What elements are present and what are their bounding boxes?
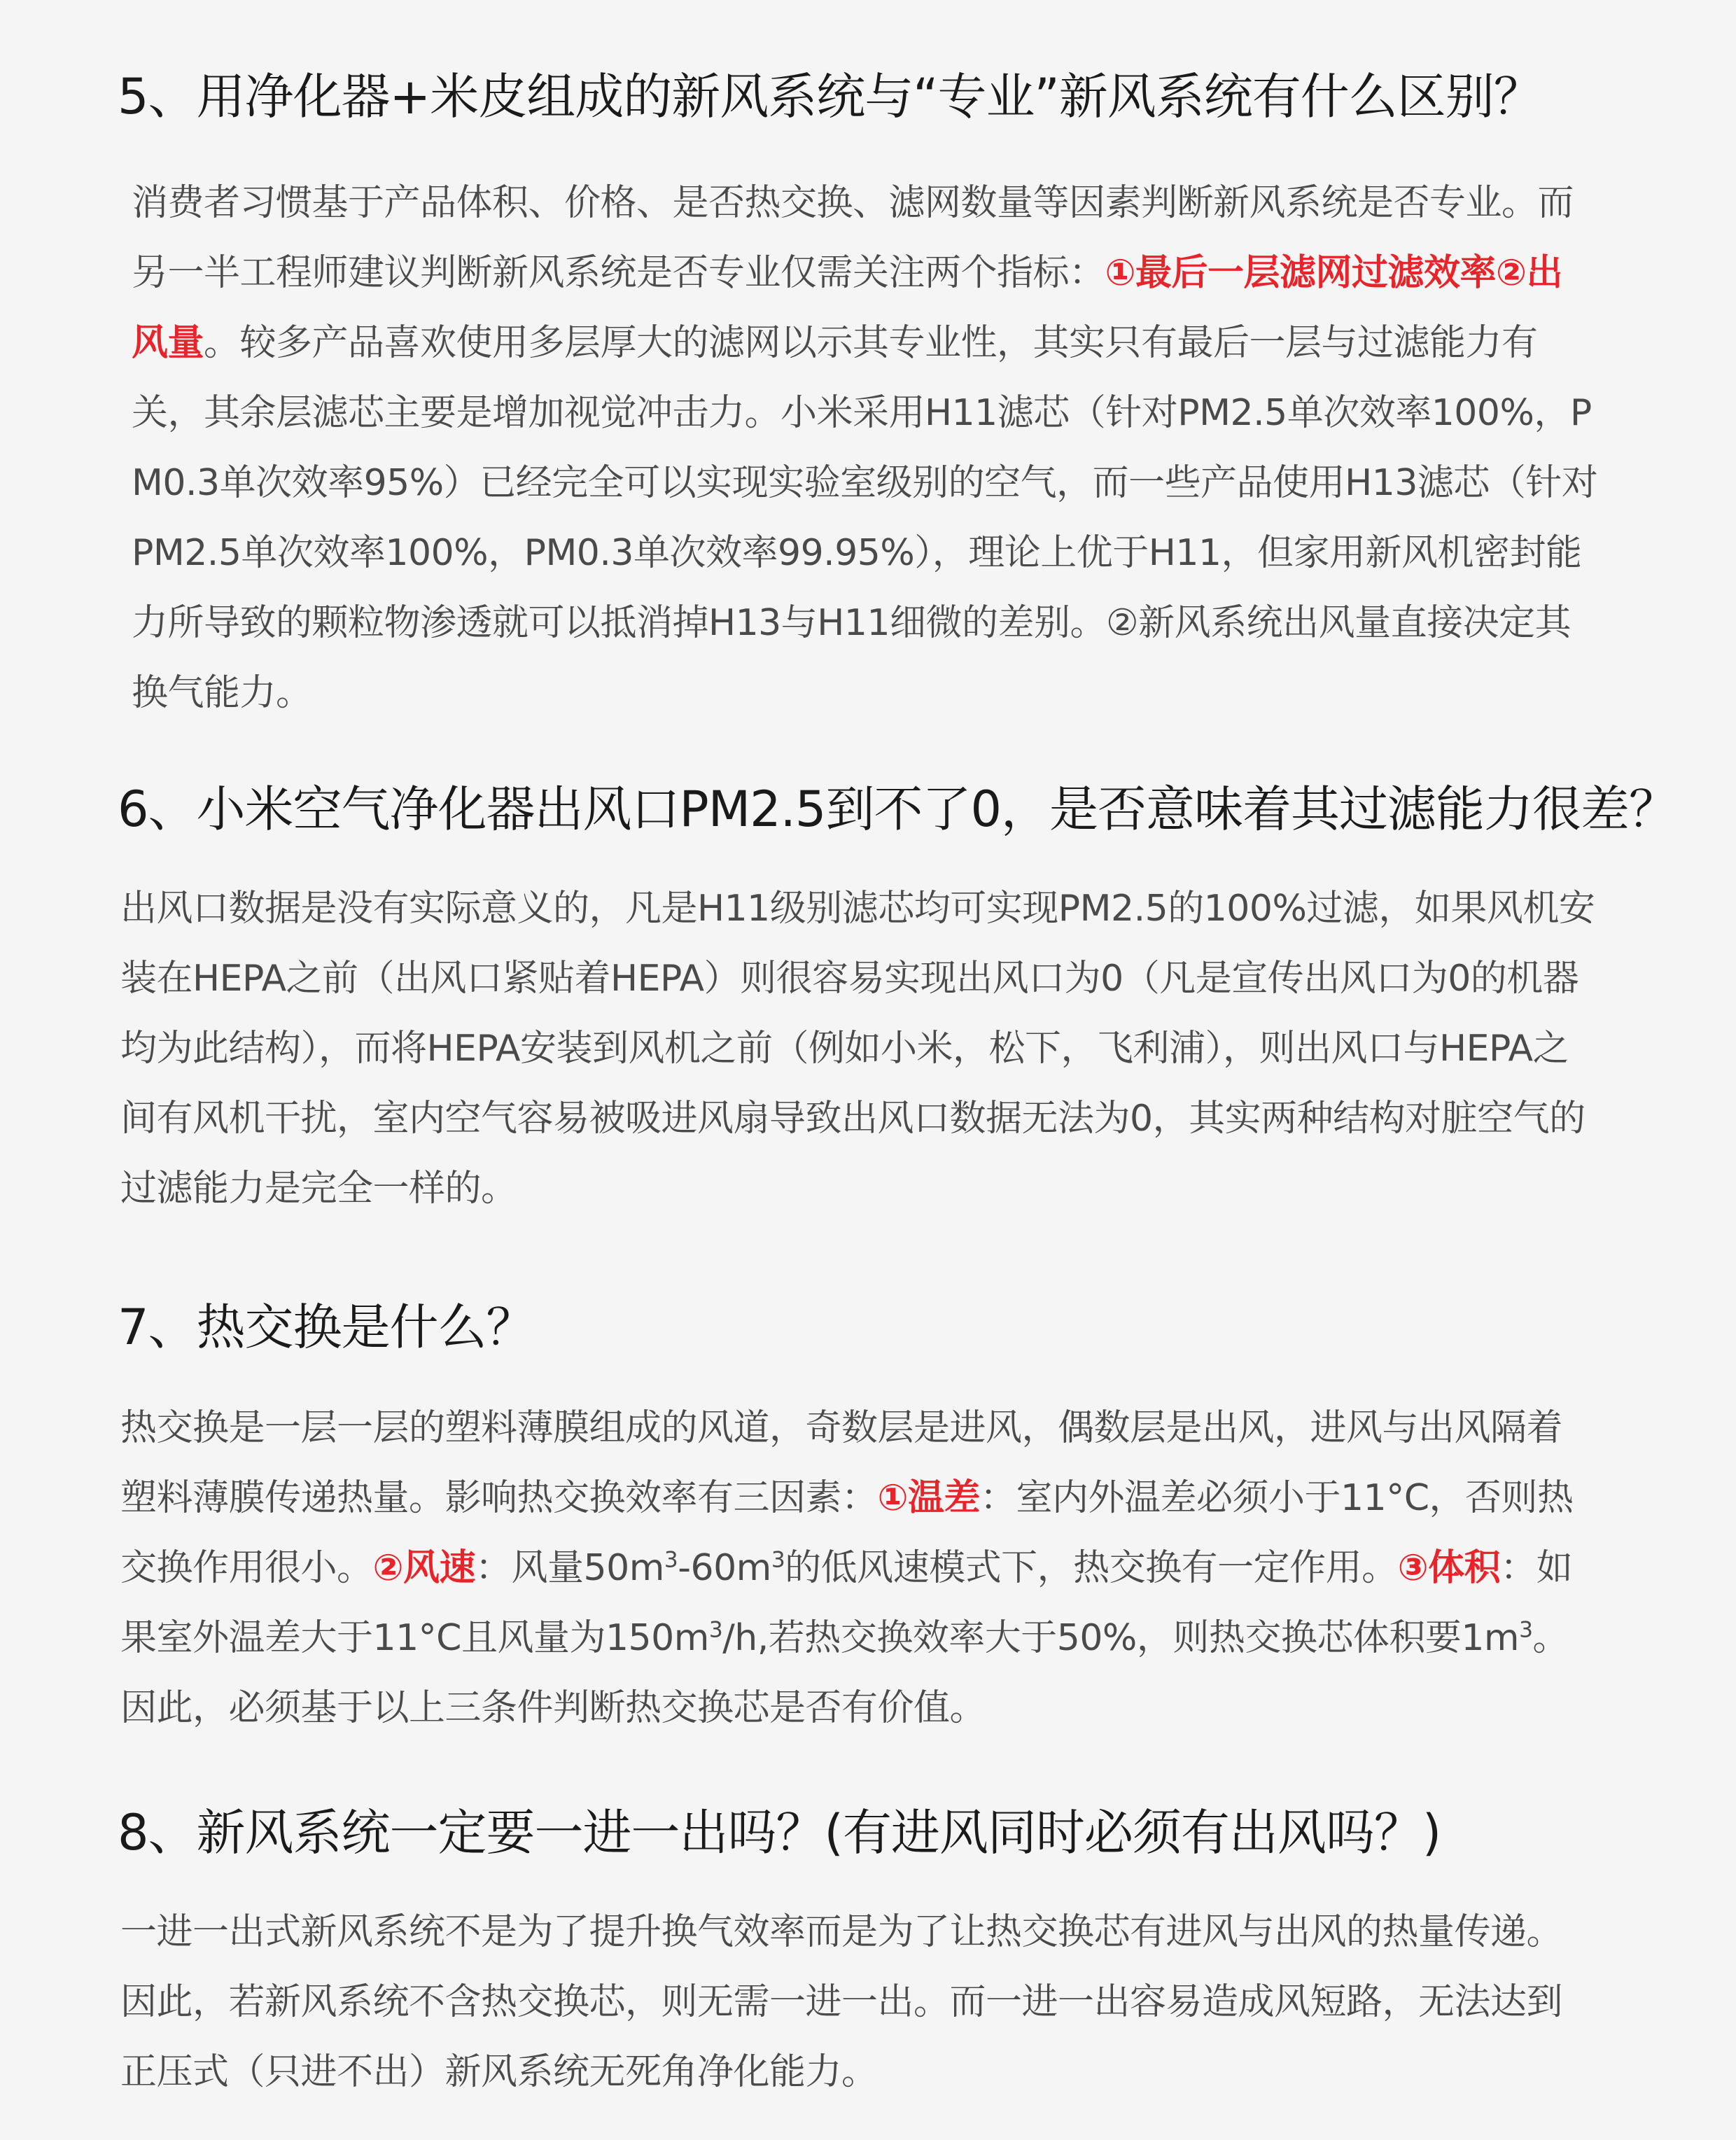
answer-8-part-1: 一进一出式新风系统不是为了提升换气效率而是为了让热交换芯有进风与出风的热量传递。因此，若新风系统不含热交换芯，则无需一进一出。而一进一出容易造成风短路，无法达到正压式（只进不出）新风系统无死角净化能力。 (120, 1911, 1563, 2093)
question-5-heading: 5、用净化器+米皮组成的新风系统与“专业”新风系统有什么区别？ (118, 68, 1542, 125)
answer-7-sup-1: 3 (664, 1547, 678, 1573)
answer-7-sup-2: 3 (771, 1547, 785, 1573)
answer-5-highlight-1: ①最后一层滤网过滤效率②出风量 (132, 252, 1563, 364)
question-7-heading: 7、热交换是什么？ (118, 1299, 535, 1356)
answer-7-text (120, 1393, 1583, 1743)
question-6-heading: 6、小米空气净化器出风口PM2.5到不了0，是否意味着其过滤能力很差？ (118, 781, 1678, 838)
answer-7-part-3b: -60m (678, 1547, 771, 1589)
answer-7-part-4a: ：如果室外温差大于11°C且风量为150m (120, 1547, 1573, 1659)
answer-7-sup-4: 3 (1519, 1617, 1533, 1643)
question-8-heading: 8、新风系统一定要一进一出吗？(有进风同时必须有出风吗？) (118, 1804, 1441, 1861)
answer-7-part-4b: /h,若热交换效率大于50%，则热交换芯体积要1m (722, 1617, 1520, 1659)
answer-5-part-2: 。较多产品喜欢使用多层厚大的滤网以示其专业性，其实只有最后一层与过滤能力有关，其余层滤芯主要是增加视觉冲击力。小米采用H11滤芯（针对PM2.5单次效率100%，PM0.3单次效率95%）已经完全可以实现实验室级别的空气，而一些产品使用H13滤芯（针对PM2.5单次效率100%，PM0.3单次效率99.95%），理论上优于H11，但家用新风机密封能力所导致的颗粒物渗透就可以抵消掉H13与H11细微的差别。②新风系统出风量直接决定其换气能力。 (132, 322, 1598, 714)
answer-7-part-4c: 。因此，必须基于以上三条件判断热交换芯是否有价值。 (120, 1617, 1569, 1729)
answer-7-part-3c: 的低风速模式下，热交换有一定作用。 (785, 1547, 1398, 1589)
answer-7-highlight-1: ①温差 (877, 1477, 981, 1519)
answer-7-part-2: ：室内外温差必须小于11°C，否则热交换作用很小。 (120, 1477, 1574, 1589)
answer-5-part-1: 消费者习惯基于产品体积、价格、是否热交换、滤网数量等因素判断新风系统是否专业。而另一半工程师建议判断新风系统是否专业仅需关注两个指标： (132, 182, 1574, 294)
answer-7-highlight-3: ③体积 (1397, 1547, 1501, 1589)
answer-8-text (120, 1897, 1587, 2107)
answer-5-text (132, 168, 1598, 728)
answer-6-text (120, 874, 1597, 1224)
answer-6-part-1: 出风口数据是没有实际意义的，凡是H11级别滤芯均可实现PM2.5的100%过滤，如果风机安装在HEPA之前（出风口紧贴着HEPA）则很容易实现出风口为0（凡是宣传出风口为0的机器均为此结构），而将HEPA安装到风机之前（例如小米，松下，飞利浦），则出风口与HEPA之间有风机干扰，室内空气容易被吸进风扇导致出风口数据无法为0，其实两种结构对脏空气的过滤能力是完全一样的。 (120, 888, 1595, 1210)
answer-7-highlight-2: ②风速 (372, 1547, 476, 1589)
answer-7-part-3a: ：风量50m (475, 1547, 664, 1589)
answer-7-part-1: 热交换是一层一层的塑料薄膜组成的风道，奇数层是进风，偶数层是出风，进风与出风隔着塑料薄膜传递热量。影响热交换效率有三因素： (120, 1407, 1563, 1519)
answer-7-sup-3: 3 (708, 1617, 723, 1643)
